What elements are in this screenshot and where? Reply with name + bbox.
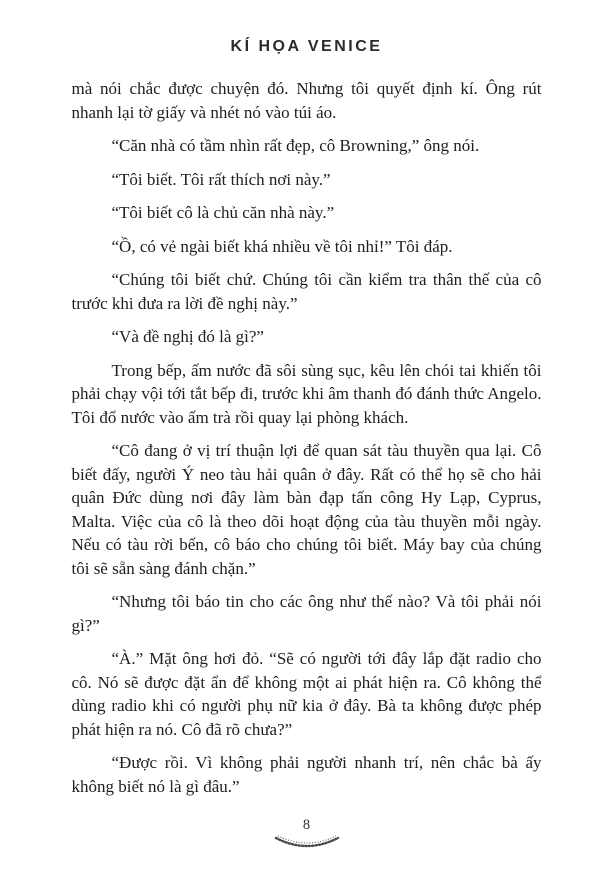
page-number: 8 xyxy=(302,817,311,833)
paragraph: “Tôi biết. Tôi rất thích nơi này.” xyxy=(111,169,331,189)
paragraph: “À.” Mặt ông hơi đỏ. “Sẽ có người tới đây lắp đặt radio cho cô. Nó sẽ được đặt ẩn để không một ai phát hiện ra. Cô không thể dùng radio khi có người phụ nữ kia ở đây. Bà ta không được phép phát hiện ra nó. Cô đã rõ chưa?” xyxy=(71,649,542,739)
paragraph: “Và đề nghị đó là gì?” xyxy=(111,327,264,346)
page-body xyxy=(72,77,542,798)
paragraph: Trong bếp, ấm nước đã sôi sùng sục, kêu lên chói tai khiến tôi phải chạy vội tới tắt bếp đi, trước khi âm thanh đó đánh thức Angelo. Tôi đổ nước vào ấm trà rồi quay lại phòng khách. xyxy=(71,360,542,427)
paragraph: mà nói chắc được chuyện đó. Nhưng tôi quyết định kí. Ông rút nhanh lại tờ giấy và nhét nó vào túi áo. xyxy=(71,79,542,122)
paragraph: “Căn nhà có tầm nhìn rất đẹp, cô Browning,” ông nói. xyxy=(111,136,480,155)
paragraph: “Được rồi. Vì không phải người nhanh trí, nên chắc bà ấy không biết nó là gì đâu.” xyxy=(71,753,542,796)
laurel-ornament-icon xyxy=(273,834,341,851)
paragraph: “Cô đang ở vị trí thuận lợi để quan sát tàu thuyền qua lại. Cô biết đấy, người Ý neo tàu hải quân ở đây. Rất có thể họ sẽ cho hải quân Đức dùng nơi đây làm bàn đạp tấn công Hy Lạp, Cyprus, Malta. Việc của cô là theo dõi hoạt động của tàu thuyền mỗi ngày. Nếu có tàu rời bến, cô báo cho chúng tôi biết. Máy bay của chúng tôi sẽ sẵn sàng đánh chặn.” xyxy=(71,441,542,578)
paragraph: “Chúng tôi biết chứ. Chúng tôi cần kiểm tra thân thế của cô trước khi đưa ra lời đề nghị này.” xyxy=(71,270,542,313)
running-header: KÍ HỌA VENICE xyxy=(230,38,383,55)
paragraph: “Nhưng tôi báo tin cho các ông như thế nào? Và tôi phải nói gì?” xyxy=(71,592,542,635)
paragraph: “Ồ, có vẻ ngài biết khá nhiều về tôi nhỉ!” Tôi đáp. xyxy=(111,236,453,256)
paragraph: “Tôi biết cô là chủ căn nhà này.” xyxy=(111,203,335,222)
page-footer xyxy=(0,817,613,851)
